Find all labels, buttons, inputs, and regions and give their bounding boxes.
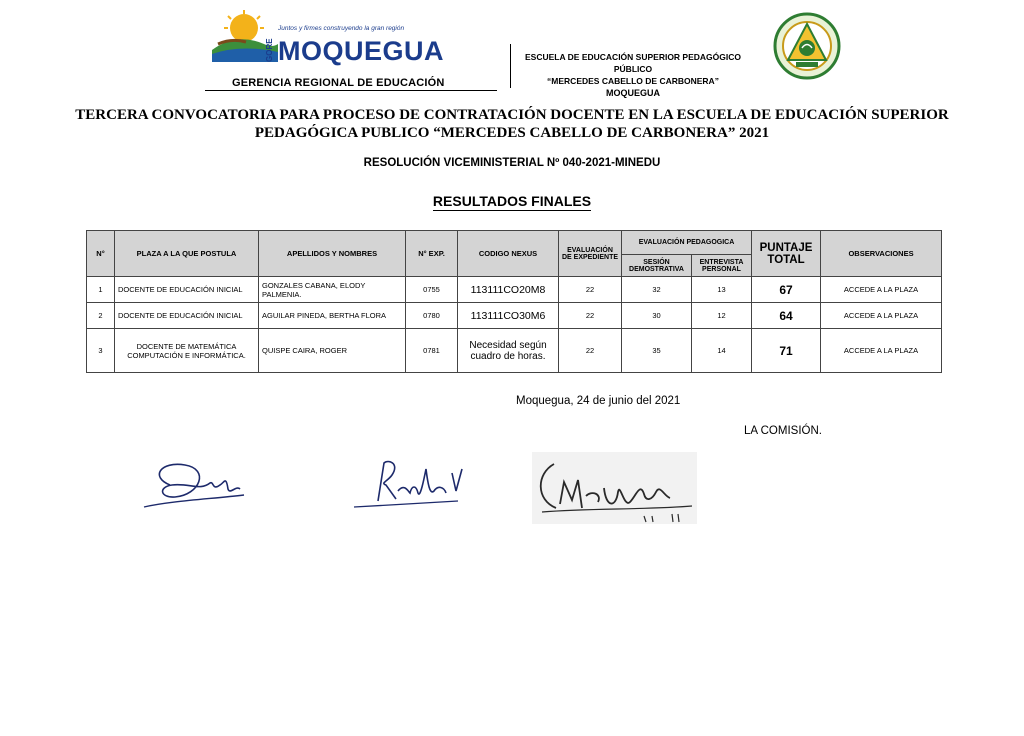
cell-sesion: 32 [622,277,692,303]
header-sesion: SESIÓN DEMOSTRATIVA [622,255,692,277]
gerencia-label: GERENCIA REGIONAL DE EDUCACIÓN [232,77,445,89]
gerencia-underline [205,90,497,91]
cell-puntaje: 67 [752,277,821,303]
header-num: N° [87,231,115,277]
cell-nexus: 113111CO20M8 [458,277,559,303]
gore-tagline: Juntos y firmes construyendo la gran región [278,25,405,32]
header-entrevista: ENTREVISTA PERSONAL [692,255,752,277]
table-row [87,303,942,329]
cell-sesion: 30 [622,303,692,329]
results-heading-text: RESULTADOS FINALES [432,193,592,209]
cell-exp: 0780 [406,303,458,329]
signature-1 [140,455,255,515]
cell-entrevista: 12 [692,303,752,329]
cell-nexus: Necesidad según cuadro de horas. [458,329,559,373]
results-heading [60,193,964,209]
header-observaciones: OBSERVACIONES [821,231,942,277]
school-name-block [514,51,752,99]
cell-plaza: DOCENTE DE EDUCACIÓN INICIAL [115,277,259,303]
school-line-2: “MERCEDES CABELLO DE CARBONERA” [547,76,719,86]
cell-exp: 0755 [406,277,458,303]
document-title: TERCERA CONVOCATORIA PARA PROCESO DE CONTRATACIÓN DOCENTE EN LA ESCUELA DE EDUCACIÓN SUPERIOR PEDAGÓGICA PUBLICO “MERCEDES CABELLO DE CARBONERA” 2021 [75,107,949,141]
signature-2 [348,455,466,515]
cell-exp: 0781 [406,329,458,373]
resolution-number: RESOLUCIÓN VICEMINISTERIAL Nº 040-2021-MINEDU [363,157,661,169]
header-puntaje-total: PUNTAJE TOTAL [752,231,821,277]
commission-label: LA COMISIÓN. [744,425,822,437]
cell-eval-expediente: 22 [559,303,622,329]
cell-nombres: QUISPE CAIRA, ROGER [259,329,406,373]
cell-nexus: 113111CO30M6 [458,303,559,329]
place-and-date: Moquegua, 24 de junio del 2021 [516,395,681,407]
cell-puntaje: 71 [752,329,821,373]
results-table [86,230,942,373]
header-nexus: CODIGO NEXUS [458,231,559,277]
cell-entrevista: 13 [692,277,752,303]
header-plaza: PLAZA A LA QUE POSTULA [115,231,259,277]
cell-observacion: ACCEDE A LA PLAZA [821,303,942,329]
cell-plaza: DOCENTE DE MATEMÁTICA COMPUTACIÓN E INFORMÁTICA. [115,329,259,373]
header-divider [510,44,511,88]
school-line-1: ESCUELA DE EDUCACIÓN SUPERIOR PEDAGÓGICO PÚBLICO [525,52,741,74]
cell-observacion: ACCEDE A LA PLAZA [821,329,942,373]
gore-side-label: GORE [265,38,274,62]
cell-num: 1 [87,277,115,303]
cell-entrevista: 14 [692,329,752,373]
cell-observacion: ACCEDE A LA PLAZA [821,277,942,303]
cell-sesion: 35 [622,329,692,373]
cell-num: 2 [87,303,115,329]
table-row [87,329,942,373]
header-eval-expediente: EVALUACIÓN DE EXPEDIENTE [559,231,622,277]
cell-nombres: GONZALES CABANA, ELODY PALMENIA. [259,277,406,303]
gore-moquegua-logo [206,10,491,76]
cell-num: 3 [87,329,115,373]
school-seal-logo [772,10,842,82]
cell-puntaje: 64 [752,303,821,329]
header-exp: N° EXP. [406,231,458,277]
header-nombres: APELLIDOS Y NOMBRES [259,231,406,277]
gore-logo-text: MOQUEGUA [278,36,444,66]
cell-eval-expediente: 22 [559,277,622,303]
cell-plaza: DOCENTE DE EDUCACIÓN INICIAL [115,303,259,329]
table-row [87,277,942,303]
header-eval-pedagogica: EVALUACIÓN PEDAGOGICA [622,231,752,255]
cell-nombres: AGUILAR PINEDA, BERTHA FLORA [259,303,406,329]
cell-eval-expediente: 22 [559,329,622,373]
school-line-3: MOQUEGUA [606,88,660,98]
signature-3 [532,452,697,524]
